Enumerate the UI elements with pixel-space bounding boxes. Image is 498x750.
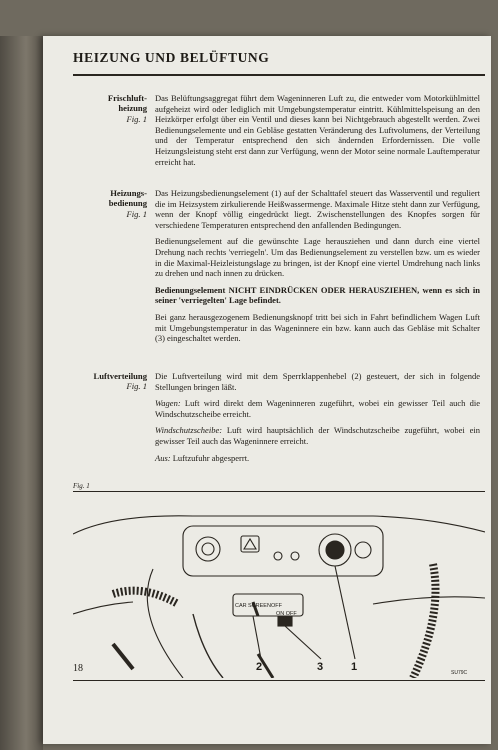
left-dial-center (202, 543, 214, 555)
dashboard-illustration (73, 494, 485, 678)
paragraph: Das Heizungsbedienungselement (1) auf der Schalttafel steuert das Wasserventil und reguliert die im Heizsystem zirkulierende Heißwassermenge. Maximale Hitze steht dann zur Verfügung, wenn der Knopf völlig eingedrückt liegt. Zwischenstellungen des Knopfes sorgen für verschiedene Temperaturen entsprechend den anfallenden Bedingungen. (155, 188, 480, 230)
warning-paragraph: Bedienungselement NICHT EINDRÜCKEN ODER HERAUSZIEHEN, wenn es sich in seiner 'verriegelten' Lage befindet. (155, 284, 480, 306)
section-sidebar (73, 188, 147, 219)
section-body (155, 371, 480, 469)
term-label: Windschutzscheibe: (155, 425, 223, 436)
switch-label-on-off: ON OFF (276, 611, 297, 617)
document-page (43, 36, 491, 744)
left-hose (113, 591, 178, 604)
figure-code: SU79C (451, 670, 468, 676)
section-body (155, 188, 480, 350)
figure-bottom-rule (73, 680, 485, 681)
section-heading: Luftverteilung (93, 371, 147, 381)
switch-label-car: CAR (235, 603, 247, 609)
page-title: HEIZUNG UND BELÜFTUNG (73, 50, 270, 65)
paragraph: Bei ganz herausgezogenem Bedienungsknopf tritt bei sich in Fahrt befindlichem Wagen Luft mit Umgebungstemperatur in das Wageninnere ein bzw. kann auch das Gebläse mit Schalter (3) eingeschaltet werden. (155, 311, 480, 344)
term-label: Aus: (155, 452, 171, 463)
switch-label-screen: SCREEN (248, 603, 271, 609)
pedal (113, 644, 133, 669)
figure-reference: Fig. 1 (126, 381, 147, 392)
paragraph-aus (155, 453, 480, 464)
paragraph: Das Belüftungsaggregat führt dem Wageninneren Luft zu, die entweder vom Motorkühlmittel aufgeheizt wird oder lediglich mit Umgebungstemperatur eintritt. Kühlmittelspeisung an den Heizkörper erfolgt über ein Ventil und dieses kann bei Nichtgebrauch abgestellt werden. Zwei Bedienungselemente und ein Gebläse gestatten Veränderung des Luftvolumens, der Verteilung und der Temperatur entsprechend den sich ändernden Erfordernissen. Die volle Heizungsleistung steht erst dann zur Verfügung, wenn der Motor seine normale Lauftemperatur erreicht hat. (155, 93, 480, 167)
section-luftverteilung (73, 371, 485, 471)
figure-top-rule (73, 491, 485, 492)
paragraph-windschutzscheibe (155, 425, 480, 446)
callout-line-2 (253, 616, 261, 659)
section-heizungsbedienung (73, 188, 485, 363)
book-binding (0, 36, 43, 750)
small-knob (291, 552, 299, 560)
hazard-triangle-icon (244, 539, 256, 549)
term-text: Luftzufuhr abgesperrt. (172, 452, 250, 463)
paragraph-wagen (155, 398, 480, 419)
right-hose (413, 564, 436, 678)
left-dial (196, 537, 220, 561)
figure-reference: Fig. 1 (126, 113, 147, 124)
paragraph: Die Luftverteilung wird mit dem Sperrklappenhebel (2) gesteuert, der sich in folgende Stellungen bringen läßt. (155, 371, 480, 392)
section-frischluftheizung (73, 93, 485, 193)
section-heading: Heizungs- bedienung (108, 188, 147, 209)
callout-line-1 (335, 566, 355, 659)
dashboard-top-edge (73, 516, 485, 534)
title-rule (73, 74, 485, 76)
left-panel-edge (73, 602, 133, 614)
callout-2: 2 (256, 661, 263, 673)
figure-reference: Fig. 1 (126, 208, 147, 219)
paragraph: Bedienungselement auf die gewünschte Lage herausziehen und dann durch eine viertel Drehung nach rechts 'verriegeln'. Um das Bedienungselement zu verstellen bzw. um es wieder in die Maximal-Heizleistungslage zu bringen, ist der Knopf eine viertel Umdrehung nach links zu drehen und nach innen zu drücken. (155, 236, 480, 279)
term-text: Luft wird direkt dem Wageninneren zugeführt, wobei ein gewisser Teil auch die Windschutzscheibe erreicht. (155, 398, 481, 419)
callout-line-3 (285, 626, 321, 659)
section-heading: Frischluft- heizung (107, 93, 147, 114)
steering-wheel-rim (147, 569, 183, 678)
section-sidebar (73, 93, 147, 124)
switch-label-off: OFF (271, 603, 282, 609)
small-knob (274, 552, 282, 560)
page-number: 18 (73, 663, 83, 674)
term-label: Wagen: (155, 398, 181, 409)
control-panel (183, 526, 383, 576)
section-body (155, 93, 480, 173)
blower-switch (278, 617, 292, 626)
callout-3: 3 (317, 661, 324, 673)
term-text: Luft wird hauptsächlich der Windschutzscheibe zugeführt, wobei ein gewisser Teil auch das Wageninnere erreicht. (155, 425, 481, 446)
steering-column (193, 614, 223, 678)
section-sidebar (73, 371, 147, 392)
right-knob (355, 542, 371, 558)
right-panel-edge (373, 597, 485, 604)
callout-1: 1 (351, 661, 358, 673)
figure-label: Fig. 1 (73, 482, 90, 490)
heater-knob-center (326, 541, 344, 559)
